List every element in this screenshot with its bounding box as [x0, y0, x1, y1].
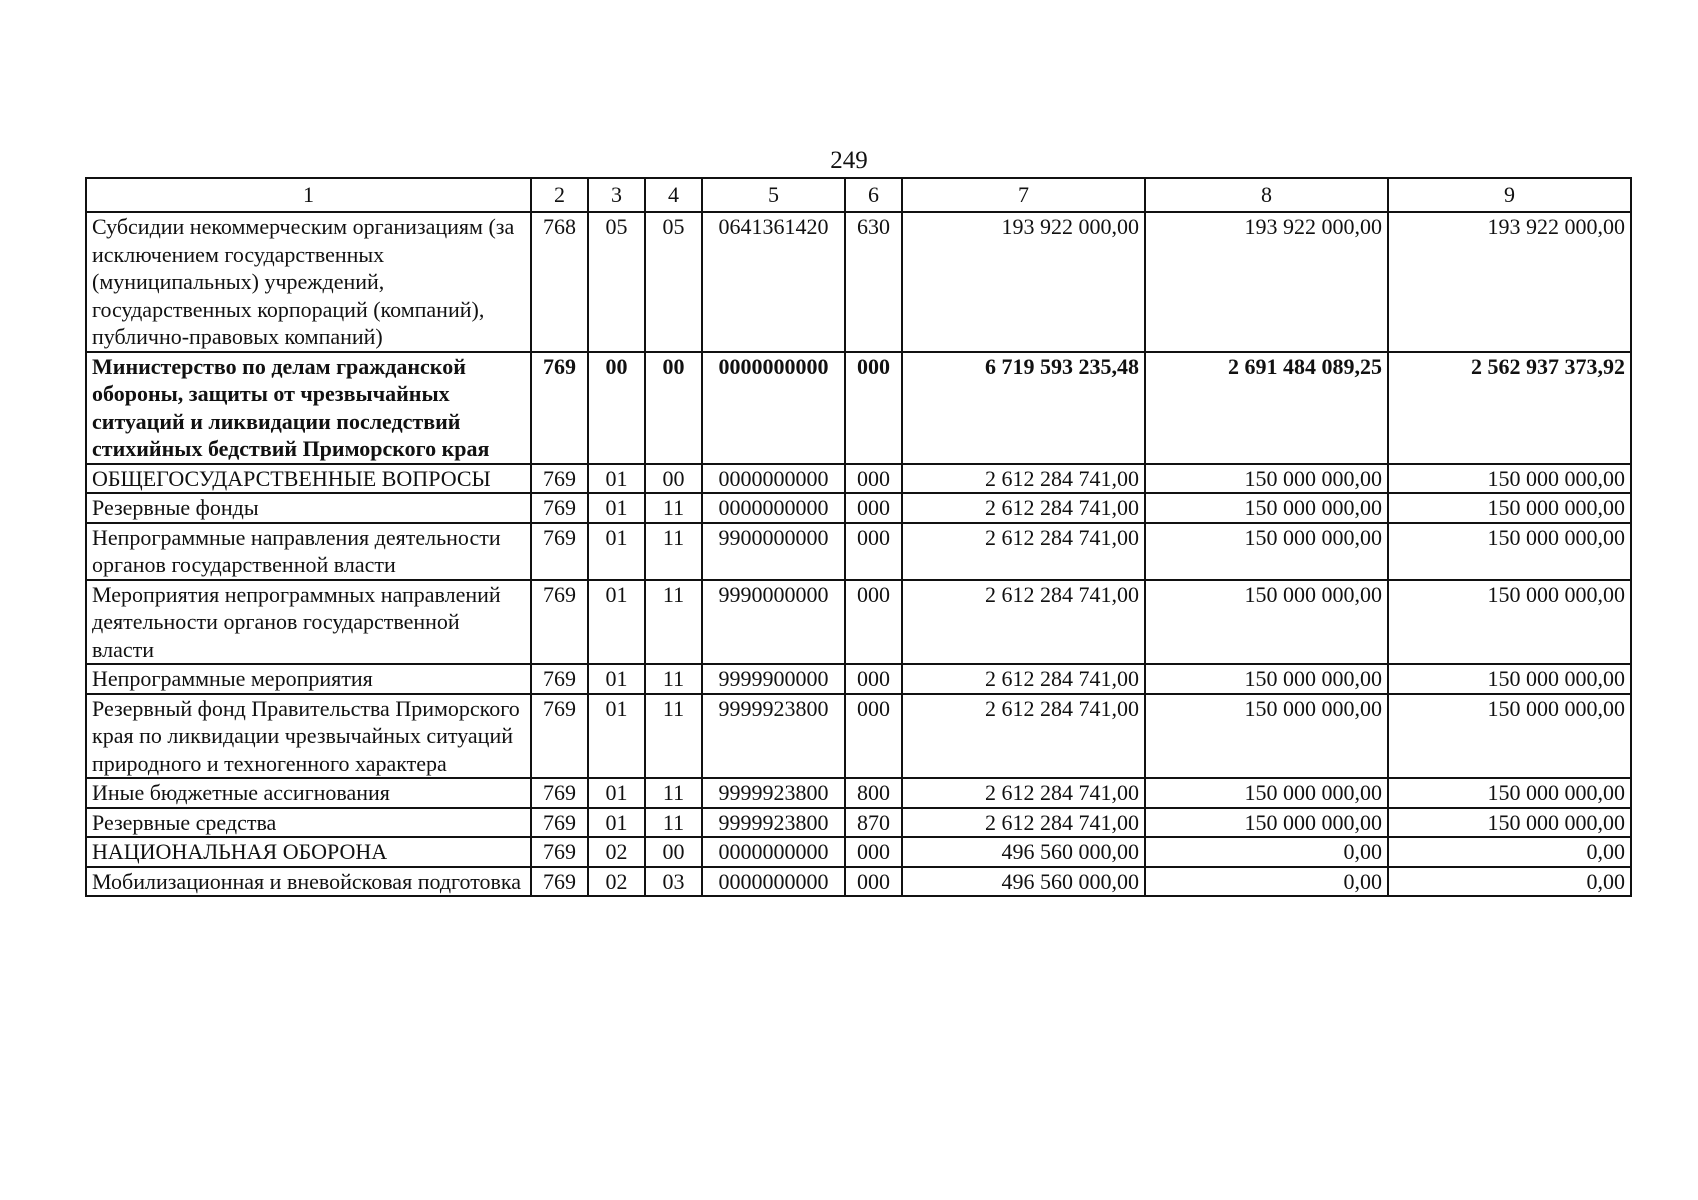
header-cell: 5 [702, 178, 845, 212]
cell-col-2: 769 [531, 580, 588, 665]
cell-col-3: 01 [588, 694, 645, 779]
header-cell: 8 [1145, 178, 1388, 212]
header-cell: 4 [645, 178, 702, 212]
header-cell: 7 [902, 178, 1145, 212]
cell-col-4: 11 [645, 694, 702, 779]
cell-col-3: 01 [588, 778, 645, 808]
cell-col-5: 9999900000 [702, 664, 845, 694]
row-title: Резервные средства [86, 808, 531, 838]
cell-col-3: 01 [588, 664, 645, 694]
table-row [86, 867, 1631, 897]
cell-col-6: 000 [845, 464, 902, 494]
cell-col-7: 2 612 284 741,00 [902, 523, 1145, 580]
cell-col-2: 769 [531, 664, 588, 694]
cell-col-9: 2 562 937 373,92 [1388, 352, 1631, 464]
cell-col-9: 150 000 000,00 [1388, 808, 1631, 838]
row-title: Непрограммные мероприятия [86, 664, 531, 694]
cell-col-6: 000 [845, 580, 902, 665]
cell-col-7: 496 560 000,00 [902, 867, 1145, 897]
cell-col-5: 0000000000 [702, 837, 845, 867]
cell-col-5: 0000000000 [702, 867, 845, 897]
cell-col-2: 769 [531, 808, 588, 838]
cell-col-4: 00 [645, 464, 702, 494]
cell-col-5: 0000000000 [702, 493, 845, 523]
table-row [86, 212, 1631, 352]
table-row [86, 523, 1631, 580]
cell-col-7: 2 612 284 741,00 [902, 808, 1145, 838]
cell-col-3: 05 [588, 212, 645, 352]
header-cell: 2 [531, 178, 588, 212]
cell-col-3: 01 [588, 464, 645, 494]
cell-col-3: 02 [588, 867, 645, 897]
cell-col-9: 150 000 000,00 [1388, 694, 1631, 779]
cell-col-6: 000 [845, 493, 902, 523]
cell-col-9: 150 000 000,00 [1388, 493, 1631, 523]
table-row [86, 493, 1631, 523]
cell-col-4: 11 [645, 778, 702, 808]
row-title: Мобилизационная и вневойсковая подготовка [86, 867, 531, 897]
cell-col-9: 150 000 000,00 [1388, 580, 1631, 665]
header-cell: 6 [845, 178, 902, 212]
cell-col-4: 11 [645, 580, 702, 665]
cell-col-6: 000 [845, 352, 902, 464]
cell-col-4: 05 [645, 212, 702, 352]
cell-col-8: 150 000 000,00 [1145, 778, 1388, 808]
budget-table [85, 177, 1632, 897]
cell-col-9: 150 000 000,00 [1388, 664, 1631, 694]
cell-col-7: 2 612 284 741,00 [902, 493, 1145, 523]
cell-col-4: 00 [645, 837, 702, 867]
cell-col-5: 9999923800 [702, 778, 845, 808]
cell-col-5: 0000000000 [702, 464, 845, 494]
cell-col-3: 01 [588, 523, 645, 580]
cell-col-2: 769 [531, 464, 588, 494]
cell-col-4: 11 [645, 664, 702, 694]
cell-col-5: 9900000000 [702, 523, 845, 580]
row-title: Мероприятия непрограммных направлений деятельности органов государственной власти [86, 580, 531, 665]
cell-col-2: 769 [531, 694, 588, 779]
cell-col-2: 769 [531, 837, 588, 867]
cell-col-5: 9999923800 [702, 808, 845, 838]
cell-col-8: 193 922 000,00 [1145, 212, 1388, 352]
cell-col-8: 0,00 [1145, 837, 1388, 867]
cell-col-4: 11 [645, 493, 702, 523]
cell-col-3: 00 [588, 352, 645, 464]
cell-col-8: 150 000 000,00 [1145, 523, 1388, 580]
cell-col-9: 150 000 000,00 [1388, 523, 1631, 580]
table-row [86, 664, 1631, 694]
cell-col-3: 01 [588, 493, 645, 523]
cell-col-6: 000 [845, 694, 902, 779]
cell-col-3: 02 [588, 837, 645, 867]
cell-col-8: 2 691 484 089,25 [1145, 352, 1388, 464]
cell-col-9: 150 000 000,00 [1388, 464, 1631, 494]
row-title: Непрограммные направления деятельности органов государственной власти [86, 523, 531, 580]
cell-col-5: 0000000000 [702, 352, 845, 464]
row-title: Субсидии некоммерческим организациям (за исключением государственных (муниципальных) учреждений, государственных корпораций (компаний), публично-правовых компаний) [86, 212, 531, 352]
cell-col-9: 193 922 000,00 [1388, 212, 1631, 352]
table-row [86, 778, 1631, 808]
table-row [86, 580, 1631, 665]
cell-col-8: 150 000 000,00 [1145, 664, 1388, 694]
cell-col-5: 9990000000 [702, 580, 845, 665]
cell-col-2: 769 [531, 867, 588, 897]
cell-col-6: 000 [845, 664, 902, 694]
cell-col-2: 769 [531, 778, 588, 808]
row-title: Иные бюджетные ассигнования [86, 778, 531, 808]
cell-col-6: 800 [845, 778, 902, 808]
row-title: Министерство по делам гражданской обороны, защиты от чрезвычайных ситуаций и ликвидации последствий стихийных бедствий Приморского края [86, 352, 531, 464]
cell-col-7: 496 560 000,00 [902, 837, 1145, 867]
cell-col-7: 6 719 593 235,48 [902, 352, 1145, 464]
cell-col-8: 0,00 [1145, 867, 1388, 897]
cell-col-7: 2 612 284 741,00 [902, 464, 1145, 494]
table-row [86, 352, 1631, 464]
cell-col-4: 11 [645, 808, 702, 838]
row-title: НАЦИОНАЛЬНАЯ ОБОРОНА [86, 837, 531, 867]
cell-col-3: 01 [588, 808, 645, 838]
cell-col-7: 2 612 284 741,00 [902, 580, 1145, 665]
cell-col-8: 150 000 000,00 [1145, 493, 1388, 523]
cell-col-6: 000 [845, 867, 902, 897]
cell-col-7: 2 612 284 741,00 [902, 694, 1145, 779]
row-title: Резервный фонд Правительства Приморского края по ликвидации чрезвычайных ситуаций природного и техногенного характера [86, 694, 531, 779]
cell-col-3: 01 [588, 580, 645, 665]
header-cell: 9 [1388, 178, 1631, 212]
cell-col-9: 150 000 000,00 [1388, 778, 1631, 808]
cell-col-6: 000 [845, 523, 902, 580]
cell-col-8: 150 000 000,00 [1145, 464, 1388, 494]
page-number: 249 [830, 147, 868, 174]
table-header-row [86, 178, 1631, 212]
cell-col-5: 9999923800 [702, 694, 845, 779]
table-row [86, 694, 1631, 779]
cell-col-6: 630 [845, 212, 902, 352]
cell-col-6: 870 [845, 808, 902, 838]
cell-col-4: 11 [645, 523, 702, 580]
row-title: Резервные фонды [86, 493, 531, 523]
cell-col-7: 193 922 000,00 [902, 212, 1145, 352]
cell-col-9: 0,00 [1388, 867, 1631, 897]
cell-col-6: 000 [845, 837, 902, 867]
cell-col-8: 150 000 000,00 [1145, 808, 1388, 838]
cell-col-8: 150 000 000,00 [1145, 694, 1388, 779]
cell-col-7: 2 612 284 741,00 [902, 664, 1145, 694]
cell-col-2: 768 [531, 212, 588, 352]
cell-col-2: 769 [531, 352, 588, 464]
header-cell: 3 [588, 178, 645, 212]
row-title: ОБЩЕГОСУДАРСТВЕННЫЕ ВОПРОСЫ [86, 464, 531, 494]
table-row [86, 464, 1631, 494]
cell-col-5: 0641361420 [702, 212, 845, 352]
cell-col-9: 0,00 [1388, 837, 1631, 867]
table-row [86, 808, 1631, 838]
cell-col-2: 769 [531, 523, 588, 580]
header-cell: 1 [86, 178, 531, 212]
cell-col-2: 769 [531, 493, 588, 523]
cell-col-4: 03 [645, 867, 702, 897]
cell-col-7: 2 612 284 741,00 [902, 778, 1145, 808]
cell-col-8: 150 000 000,00 [1145, 580, 1388, 665]
cell-col-4: 00 [645, 352, 702, 464]
table-row [86, 837, 1631, 867]
